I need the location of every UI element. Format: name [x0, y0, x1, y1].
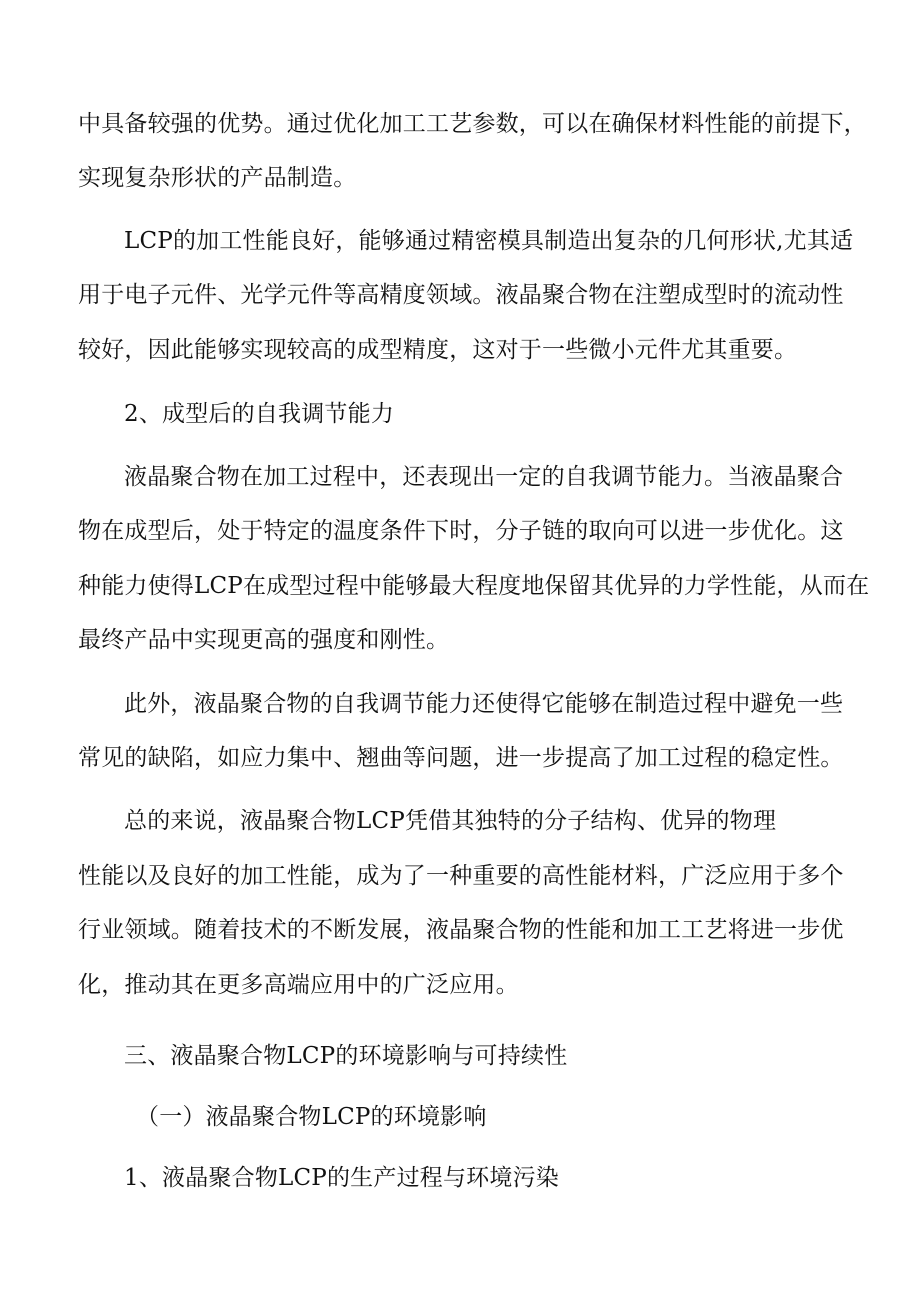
paragraph-2-line-2: 用于电子元件、光学元件等高精度领域。液晶聚合物在注塑成型时的流动性 — [78, 282, 844, 308]
paragraph-1-line-2: 实现复杂形状的产品制造。 — [78, 165, 357, 191]
paragraph-3-line-3: 种能力使得LCP在成型过程中能够最大程度地保留其优异的力学性能，从而在 — [78, 573, 870, 599]
paragraph-2-line-3: 较好，因此能够实现较高的成型精度，这对于一些微小元件尤其重要。 — [78, 337, 798, 363]
paragraph-5-line-3: 行业领域。随着技术的不断发展，液晶聚合物的性能和加工工艺将进一步优 — [78, 917, 844, 943]
paragraph-3-line-4: 最终产品中实现更高的强度和刚性。 — [78, 627, 450, 653]
subsection-heading-1: （一）液晶聚合物LCP的环境影响 — [136, 1104, 487, 1130]
chapter-heading-3: 三、液晶聚合物LCP的环境影响与可持续性 — [124, 1043, 568, 1069]
item-heading-1: 1、液晶聚合物LCP的生产过程与环境污染 — [124, 1165, 559, 1191]
paragraph-2-line-1: LCP的加工性能良好，能够通过精密模具制造出复杂的几何形状,尤其适 — [124, 228, 854, 254]
paragraph-5-line-2: 性能以及良好的加工性能，成为了一种重要的高性能材料，广泛应用于多个 — [78, 863, 844, 889]
paragraph-4-line-2: 常见的缺陷，如应力集中、翘曲等问题，进一步提高了加工过程的稳定性。 — [78, 745, 844, 771]
paragraph-1-line-1: 中具备较强的优势。通过优化加工工艺参数，可以在确保材料性能的前提下， — [78, 111, 867, 137]
paragraph-3-line-2: 物在成型后，处于特定的温度条件下时，分子链的取向可以进一步优化。这 — [78, 518, 844, 544]
paragraph-3-line-1: 液晶聚合物在加工过程中，还表现出一定的自我调节能力。当液晶聚合 — [124, 464, 844, 490]
paragraph-5-line-1: 总的来说，液晶聚合物LCP凭借其独特的分子结构、优异的物理 — [124, 808, 777, 834]
section-heading-2: 2、成型后的自我调节能力 — [124, 401, 395, 427]
paragraph-5-line-4: 化，推动其在更多高端应用中的广泛应用。 — [78, 972, 519, 998]
paragraph-4-line-1: 此外，液晶聚合物的自我调节能力还使得它能够在制造过程中避免一些 — [124, 691, 844, 717]
